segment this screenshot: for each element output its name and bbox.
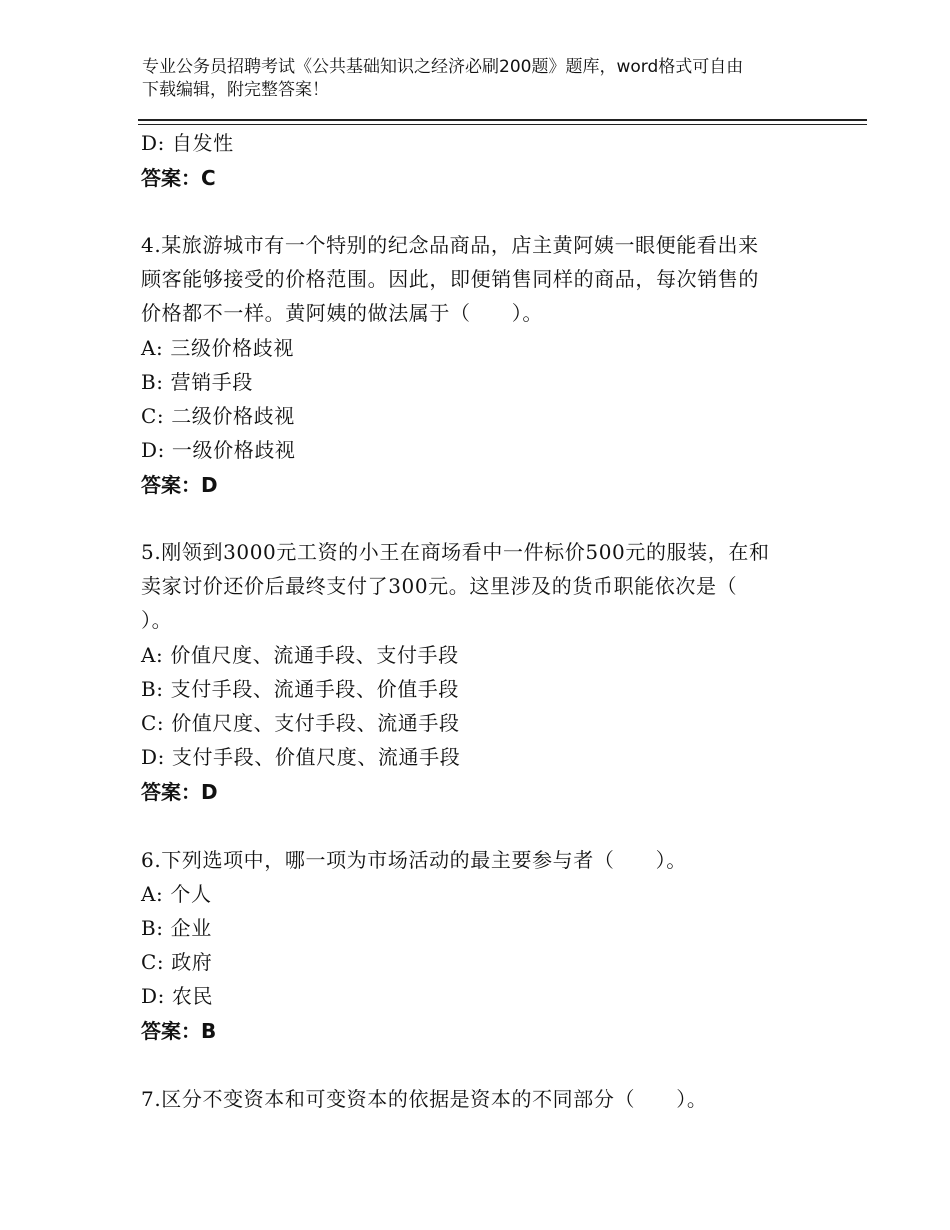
q4-stem-line-3: 价格都不一样。黄阿姨的做法属于（ ）。 xyxy=(141,301,543,325)
q5-stem-line-2: 卖家讨价还价后最终支付了300元。这里涉及的货币职能依次是（ xyxy=(141,574,738,598)
q6-option-d: D: 农民 xyxy=(141,984,214,1008)
q4-option-d: D: 一级价格歧视 xyxy=(141,438,296,462)
q6-option-c: C: 政府 xyxy=(141,950,213,974)
q4-stem-line-1: 4.某旅游城市有一个特别的纪念品商品，店主黄阿姨一眼便能看出来 xyxy=(141,233,759,257)
q3-option-d: D: 自发性 xyxy=(141,131,234,155)
q4-stem-line-2: 顾客能够接受的价格范围。因此，即便销售同样的商品，每次销售的 xyxy=(141,267,759,291)
q5-option-d: D: 支付手段、价值尺度、流通手段 xyxy=(141,745,461,769)
q4-option-c: C: 二级价格歧视 xyxy=(141,404,295,428)
q6-option-a: A: 个人 xyxy=(141,882,212,906)
q5-option-b: B: 支付手段、流通手段、价值手段 xyxy=(141,677,459,701)
q6-stem-line-1: 6.下列选项中，哪一项为市场活动的最主要参与者（ ）。 xyxy=(141,848,687,872)
q4-answer: 答案：D xyxy=(141,473,218,497)
q7-stem-line-1: 7.区分不变资本和可变资本的依据是资本的不同部分（ ）。 xyxy=(141,1087,708,1111)
q3-answer: 答案：C xyxy=(141,166,216,190)
header-line-1: 专业公务员招聘考试《公共基础知识之经济必刷200题》题库，word格式可自由 xyxy=(142,57,744,77)
header-divider-thin xyxy=(138,124,867,125)
page-header xyxy=(142,56,822,102)
header-divider-thick xyxy=(138,119,867,121)
header-line-2: 下载编辑，附完整答案！ xyxy=(142,80,329,100)
q4-option-a: A: 三级价格歧视 xyxy=(141,336,294,360)
q4-option-b: B: 营销手段 xyxy=(141,370,253,394)
q5-stem-line-1: 5.刚领到3000元工资的小王在商场看中一件标价500元的服装，在和 xyxy=(141,540,770,564)
q5-option-c: C: 价值尺度、支付手段、流通手段 xyxy=(141,711,460,735)
q5-option-a: A: 价值尺度、流通手段、支付手段 xyxy=(141,643,459,667)
q6-answer: 答案：B xyxy=(141,1019,217,1043)
q5-answer: 答案：D xyxy=(141,780,218,804)
q5-stem-line-3: ）。 xyxy=(141,608,173,632)
q6-option-b: B: 企业 xyxy=(141,916,212,940)
